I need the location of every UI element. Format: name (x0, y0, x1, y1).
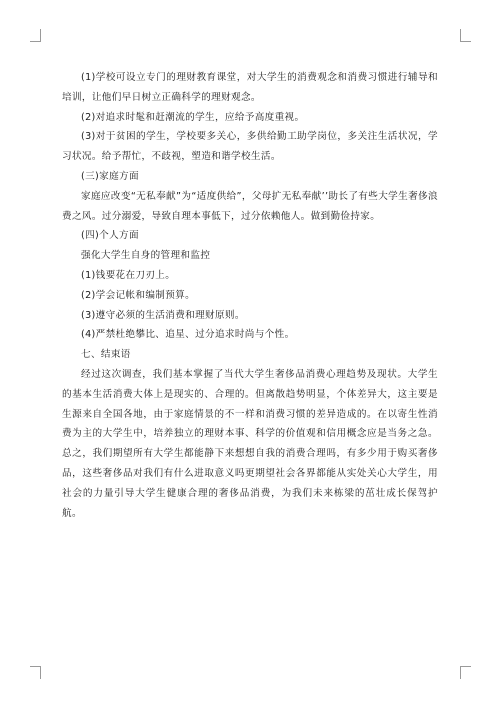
list-item-spend-wisely: (1)钱要花在刀刃上。 (81, 269, 176, 281)
paragraph-conclusion: 经过这次调查，我们基本掌握了当代大学生奢侈品消费心理趋势及现状。大学生的基本生活消费大体上是现实的、合理的。但离散趋势明显，个体差异大，这主要是生源来自全国各地，由于家庭情景的不一样和消费习惯的差异造成的。在以寄生性消费为主的大学生中，培养独立的理财本事、科学的价值观和信用概念应是当务之急。总之，我们期望所有大学生都能静下来想想自我的消费合理吗，有多少用于购买奢侈品，这些奢侈品对我们有什么进取意义吗更期望社会各界都能从实处关心大学生，用社会的力量引导大学生健康合理的奢侈品消费，为我们未来栋梁的茁壮成长保驾护航。 (62, 368, 438, 519)
paragraph-fashion-students: (2)对追求时髦和赶潮流的学生，应给予高度重视。 (81, 111, 305, 123)
list-item-principles: (3)遵守必须的生活消费和理财原则。 (81, 309, 245, 321)
crop-mark-bottom-left (30, 666, 41, 679)
crop-mark-top-left (30, 29, 41, 42)
paragraph-poor-students: (3)对于贫困的学生，学校要多关心，多供给勤工助学岗位，多关注生活状况，学习状况。给予帮忙，不歧视，塑造和谐学校生活。 (62, 131, 438, 163)
paragraph-school-course: (1)学校可设立专门的理财教育课堂，对大学生的消费观念和消费习惯进行辅导和培训，让他们早日树立正确科学的理财观念。 (62, 72, 438, 103)
section-heading-personal: (四)个人方面 (81, 230, 139, 242)
section-heading-family: (三)家庭方面 (81, 170, 139, 182)
crop-mark-top-right (460, 29, 471, 42)
document-body (62, 68, 438, 523)
paragraph-self-management: 强化大学生自身的管理和监控 (81, 250, 211, 262)
paragraph-family: 家庭应改变“无私奉献”为“适度供给”，父母扩无私奉献’’助长了有些大学生奢侈浪费之风。过分溺爱，导致自理本事低下，过分依赖他人。做到勤俭持家。 (62, 190, 438, 222)
list-item-bookkeeping: (2)学会记帐和编制预算。 (81, 289, 196, 301)
list-item-no-comparison: (4)严禁杜绝攀比、追星、过分追求时尚与个性。 (81, 329, 295, 341)
section-heading-conclusion: 七、结束语 (81, 349, 131, 361)
crop-mark-bottom-right (460, 666, 471, 679)
